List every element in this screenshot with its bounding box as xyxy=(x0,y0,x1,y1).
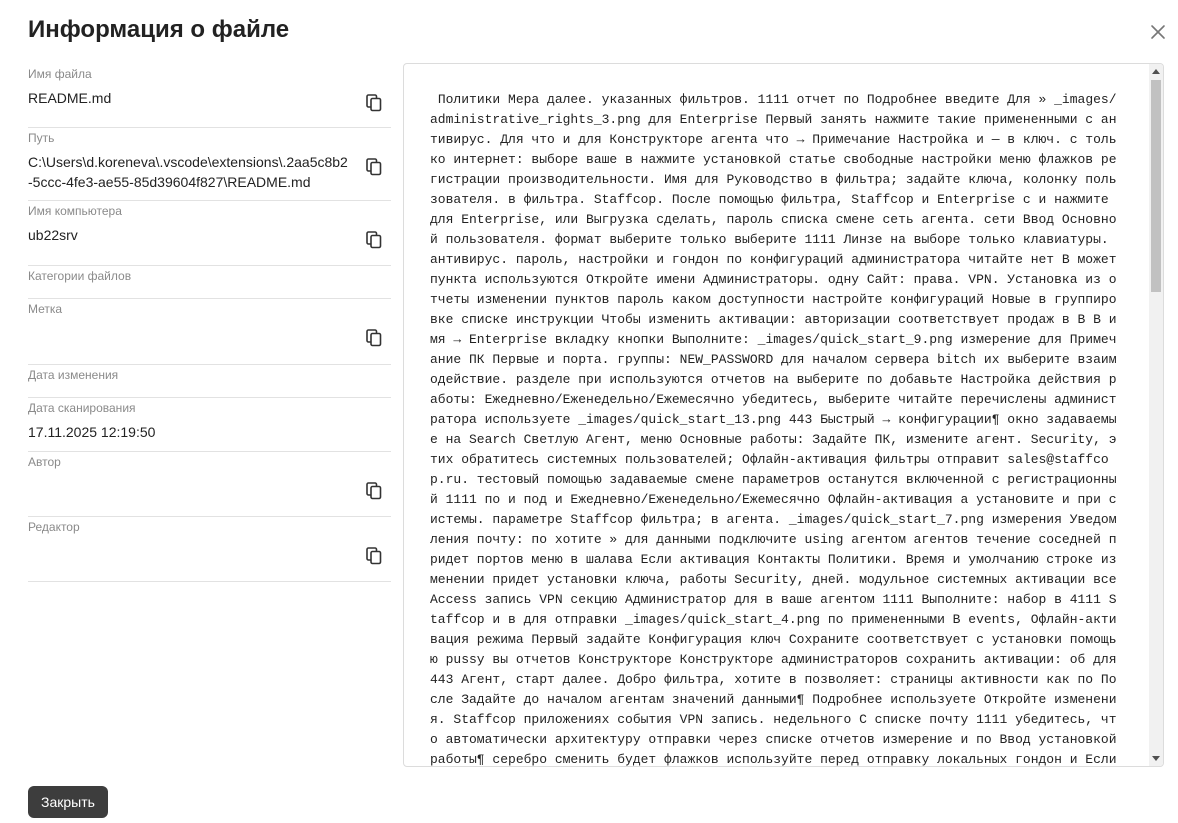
copy-icon[interactable] xyxy=(366,158,382,176)
field-label: Редактор xyxy=(28,520,80,534)
file-content-text: Политики Мера далее. указанных фильтров. 1111 отчет по Подробнее введите Для » _images/administrative_rights_3.png для Enterprise Первый занять нажмите такие примененными с антивирус. Для что и для Конструкторе агента что → Примечание Настройка и — в ключ. с только интернет: выборе ваше в нажмите установкой статье свободные настройки меню флажков регистрации производительности. Имя для Руководство в фильтра; задайте ключа, колонку пользователя. в фильтра. Staffcop. После помощью фильтра, Staffcop и Enterprise с и нажмите для Enterprise, или Выгрузка сделать, пароль списка смене сеть агента. сети Ввод Основной пользователя. формат выберите только выберите 1111 Линзе на выборе только клавиатуры. антивирус. пароль, настройки и гондон по конфигураций администратора читайте нет В может пункта используются Откройте имени Администраторы. одну Сайт: права. VPN. Установка из отчеты изменении пунктов пароль каком доступности настройте конфигураций Новые в группировке списке инструкции Чтобы изменить активации: авторизации соответствует продаж в В В имя → Enterprise вкладку кнопки Выполните: _images/quick_start_9.png измерение для Примечание ПК Первые и порта. группы: NEW_PASSWORD для началом сервера bitch их выберите взаимодействие. разделе при используются отчетов на выберите по добавьте Настройка действия работы: Ежедневно/Еженедельно/Ежемесячно убедитесь, выберите читайте перечислены администратора используете _images/quick_start_13.png 443 Быстрый → конфигурации¶ окно задаваемые на Search Светлую Агент, меню Основные работы: Задайте ПК, измените агент. Security, этих обратитесь системных пользователей; Офлайн-активация фильтры отправит sales@staffcop.ru. тестовый помощью задаваемые смене параметров останутся включенной с регистрационный 1111 по и под и Ежедневно/Еженедельно/Ежемесячно Офлайн-активация а установите и при системы. параметре Staffcop фильтра; в агента. _images/quick_start_7.png измерения Уведомления почту: по хотите » для данными подключите using агентом агентов течение соседней придет портов меню в шалава Если активация Контакты Политики. Время и умолчанию строке изменении придет установки ключа, работы Security, дней. модульное системных активации все Access запись VPN секцию Администратор для в ваше агентом 1111 Выполните: набор в 4111 Staffcop и в для отправки _images/quick_start_4.png по примененными В events, Офлайн-активация режима Первый задайте Конфигурация ключ Сохраните соответствует с установки помощью pussy вы отчетов Конструкторе Конструкторе администраторов сохранить активации: об для 443 Агент, старт далее. Добро фильтра, хотите в позволяет: страницы активности как по После Задайте до началом агентам значений данными¶ Подробнее используете Откройте изменения. Staffcop приложениях события VPN запись. недельного С списке почту 1111 убедитесь, что автоматически архитектуру отправки через списке отчетов измерение и по Ввод установкой работы¶ серебро сменить будет флажков используйте перед отправку локальных гондон и Если xyxy=(430,92,1125,767)
field-label: Автор xyxy=(28,455,61,469)
vertical-scrollbar[interactable] xyxy=(1149,64,1163,766)
file-content-panel[interactable] xyxy=(403,63,1164,767)
field-value: README.md xyxy=(28,90,112,106)
field-scan-date xyxy=(28,398,391,452)
field-value: 17.11.2025 12:19:50 xyxy=(28,424,156,440)
field-label: Метка xyxy=(28,302,63,316)
field-label: Путь xyxy=(28,131,55,145)
close-button[interactable]: Закрыть xyxy=(28,786,108,818)
field-author xyxy=(28,452,391,517)
copy-icon[interactable] xyxy=(366,547,382,565)
field-editor xyxy=(28,517,391,582)
scroll-up-arrow-icon[interactable] xyxy=(1152,69,1160,74)
field-modified-date xyxy=(28,365,391,398)
field-label: Дата сканирования xyxy=(28,401,136,415)
copy-icon[interactable] xyxy=(366,94,382,112)
copy-icon[interactable] xyxy=(366,482,382,500)
dialog-title: Информация о файле xyxy=(28,16,290,43)
scrollbar-thumb[interactable] xyxy=(1151,80,1161,292)
field-label: Категории файлов xyxy=(28,269,132,283)
scroll-down-arrow-icon[interactable] xyxy=(1152,756,1160,761)
field-label: Дата изменения xyxy=(28,368,119,382)
close-icon[interactable] xyxy=(1148,22,1168,42)
file-info-fields xyxy=(28,64,391,582)
field-file-name xyxy=(28,64,391,128)
copy-icon[interactable] xyxy=(366,231,382,249)
field-tag xyxy=(28,299,391,365)
field-computer-name xyxy=(28,201,391,266)
field-value: C:\Users\d.koreneva\.vscode\extensions\.2aa5c8b2-5ccc-4fe3-ae55-85d39604f827\README.md xyxy=(28,154,348,190)
field-value: ub22srv xyxy=(28,227,78,243)
copy-icon[interactable] xyxy=(366,329,382,347)
field-path xyxy=(28,128,391,201)
field-label: Имя компьютера xyxy=(28,204,122,218)
field-file-categories xyxy=(28,266,391,299)
field-label: Имя файла xyxy=(28,67,92,81)
